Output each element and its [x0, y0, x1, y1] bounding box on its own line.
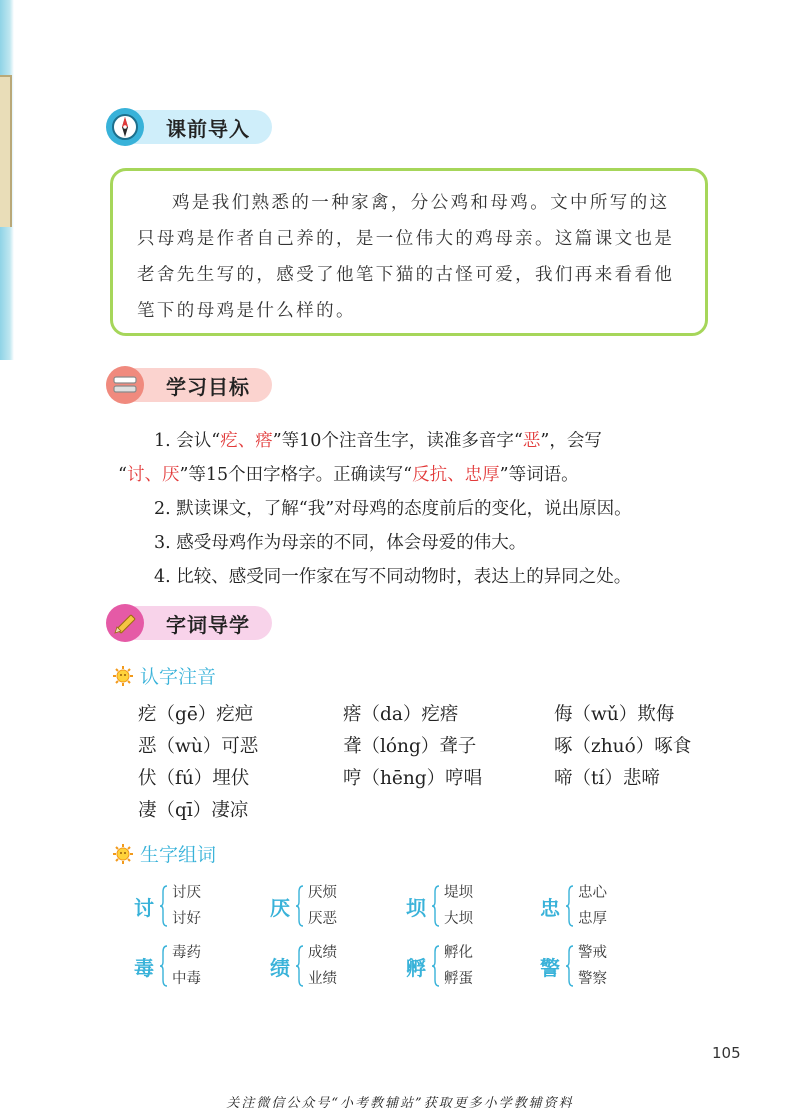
pinyin-entry: 啼（tí）悲啼	[554, 768, 660, 789]
word-item: 厌恶	[308, 911, 337, 927]
brace-icon	[566, 944, 574, 988]
brace-icon	[432, 944, 440, 988]
subhead-pinyin-title: 认字注音	[140, 666, 217, 688]
word-item: 大坝	[444, 911, 473, 927]
brace-icon	[160, 944, 168, 988]
goal-1-highlight-1: 疙、瘩	[220, 431, 273, 451]
word-char: 绩	[270, 955, 290, 980]
books-icon	[106, 366, 144, 404]
word-item: 讨好	[172, 911, 201, 927]
pinyin-entry: 恶（wù）可恶	[138, 736, 259, 757]
word-item: 成绩	[308, 945, 337, 961]
goal-item-3: 3. 感受母鸡作为母亲的不同，体会母爱的伟大。	[154, 533, 527, 553]
word-list	[578, 940, 607, 992]
word-group	[134, 878, 201, 934]
brace-icon	[296, 944, 304, 988]
word-char: 讨	[134, 895, 154, 920]
compass-icon	[106, 108, 144, 146]
word-item: 孵化	[444, 945, 473, 961]
pinyin-row	[138, 764, 738, 796]
pinyin-entry: 疙（gē）疙疤	[138, 704, 254, 725]
brace-icon	[160, 884, 168, 928]
section-header-intro	[106, 108, 272, 146]
pencil-ruler-icon	[106, 604, 144, 642]
pinyin-entry: 哼（hēng）哼唱	[343, 768, 483, 789]
pinyin-table	[138, 700, 738, 828]
goals-list	[118, 424, 718, 594]
word-group	[270, 938, 337, 994]
pinyin-entry: 侮（wǔ）欺侮	[554, 704, 675, 725]
section-title-words: 字词导学	[124, 606, 272, 640]
word-char: 坝	[406, 895, 426, 920]
goal-1-text-a: 1. 会认“	[154, 431, 221, 451]
page-number: 105	[712, 1044, 741, 1062]
word-item: 毒药	[172, 945, 201, 961]
word-item: 讨厌	[172, 885, 201, 901]
word-list	[444, 880, 473, 932]
word-char: 忠	[540, 895, 560, 920]
word-list	[308, 880, 337, 932]
section-title-goals: 学习目标	[124, 368, 272, 402]
pinyin-entry: 啄（zhuó）啄食	[554, 736, 692, 757]
pinyin-entry: 聋（lóng）聋子	[343, 736, 477, 757]
goal-1-highlight-2: 恶	[522, 431, 541, 451]
goal-item-1-cont	[118, 458, 718, 492]
section-header-goals	[106, 366, 272, 404]
footer-note: 关注微信公众号“小考教辅站”获取更多小学教辅资料	[226, 1096, 574, 1111]
word-item: 厌烦	[308, 885, 337, 901]
intro-paragraph: 鸡是我们熟悉的一种家禽，分公鸡和母鸡。文中所写的这只母鸡是作者自己养的，是一位伟大的鸡母亲。这篇课文也是老舍先生写的，感受了他笔下猫的古怪可爱，我们再来看看他笔下的母鸡是什么样的。	[137, 193, 675, 321]
left-edge-illustration	[0, 75, 12, 227]
goal-item-2: 2. 默读课文，了解“我”对母鸡的态度前后的变化，说出原因。	[154, 499, 632, 519]
word-group	[406, 878, 473, 934]
goal-1-highlight-3: 讨、厌	[126, 465, 180, 485]
word-item: 忠厚	[578, 911, 607, 927]
sun-icon	[112, 665, 134, 687]
word-char: 毒	[134, 955, 154, 980]
word-item: 孵蛋	[444, 971, 473, 987]
brace-icon	[566, 884, 574, 928]
subhead-pinyin	[112, 662, 216, 689]
word-item: 业绩	[308, 971, 337, 987]
word-group	[540, 878, 607, 934]
word-list	[444, 940, 473, 992]
word-item: 忠心	[578, 885, 607, 901]
pinyin-entry: 伏（fú）埋伏	[138, 768, 250, 789]
word-group	[540, 938, 607, 994]
word-list	[308, 940, 337, 992]
word-group	[270, 878, 337, 934]
goal-1-text-e: ”等15个田字格字。正确读写“	[179, 465, 413, 485]
subhead-words	[112, 840, 216, 867]
pinyin-row	[138, 700, 738, 732]
pinyin-entry: 凄（qī）凄凉	[138, 800, 249, 821]
goal-1-text-d: “	[118, 465, 127, 485]
word-item: 警戒	[578, 945, 607, 961]
brace-icon	[296, 884, 304, 928]
intro-text-box	[110, 168, 708, 336]
brace-icon	[432, 884, 440, 928]
pinyin-row	[138, 796, 738, 828]
word-item: 中毒	[172, 971, 201, 987]
word-group	[134, 938, 201, 994]
section-header-words	[106, 604, 272, 642]
goal-1-text-f: ”等词语。	[499, 465, 579, 485]
word-char: 警	[540, 955, 560, 980]
word-group	[406, 938, 473, 994]
goal-item-4: 4. 比较、感受同一作家在写不同动物时，表达上的异同之处。	[154, 567, 632, 587]
section-title-intro: 课前导入	[124, 110, 272, 144]
word-list	[172, 880, 201, 932]
goal-1-text-b: ”等10个注音生字，读准多音字“	[272, 431, 523, 451]
word-item: 警察	[578, 971, 607, 987]
word-item: 堤坝	[444, 885, 473, 901]
word-char: 孵	[406, 955, 426, 980]
pinyin-row	[138, 732, 738, 764]
sun-icon	[112, 843, 134, 865]
word-char: 厌	[270, 895, 290, 920]
pinyin-entry: 瘩（da）疙瘩	[343, 704, 459, 725]
word-list	[578, 880, 607, 932]
word-list	[172, 940, 201, 992]
goal-1-highlight-4: 反抗、忠厚	[412, 465, 500, 485]
goal-item-1	[118, 424, 718, 458]
subhead-words-title: 生字组词	[140, 844, 217, 866]
goal-1-text-c: ”，会写	[540, 431, 602, 451]
